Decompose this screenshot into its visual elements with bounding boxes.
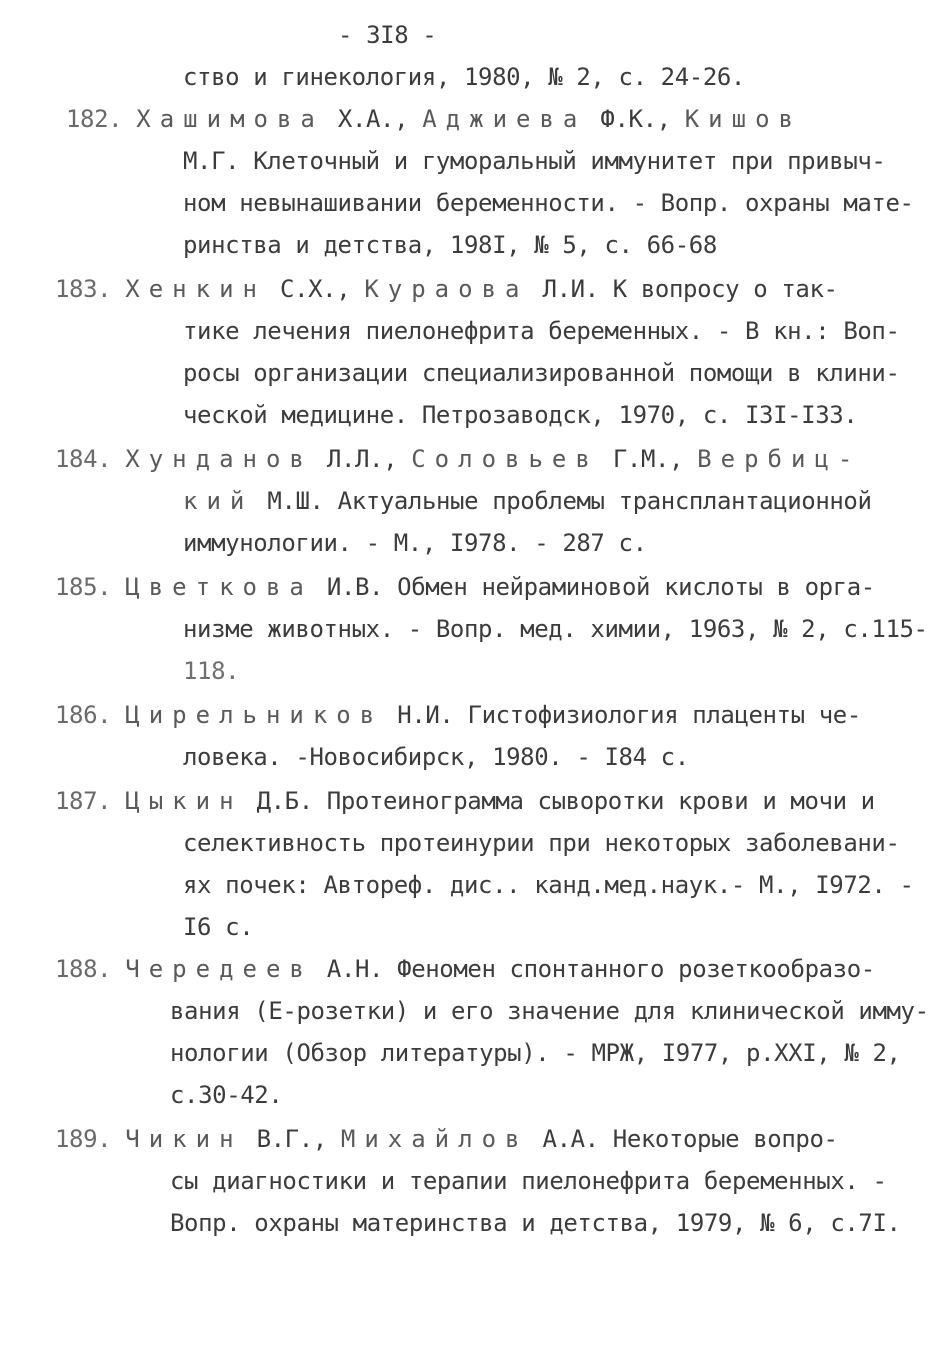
entry-number: 186. — [55, 701, 112, 729]
author-initials: Л.Л., — [312, 445, 412, 473]
author-name: Хенкин — [125, 275, 266, 303]
author-initials: Ф.К., — [586, 105, 685, 133]
author-name: Соловьев — [411, 445, 599, 473]
entry-187-first-line — [55, 786, 875, 816]
author-name: Чередеев — [125, 955, 313, 983]
page-number: - 3I8 - — [338, 21, 437, 49]
entry-text: Н.И. Гистофизиология плаценты че- — [383, 701, 861, 729]
author-name: Хунданов — [125, 445, 313, 473]
author-name: Кураова — [364, 275, 529, 303]
entry-188-first-line — [55, 954, 875, 984]
author-name: Аджиева — [422, 105, 587, 133]
entry-line: I6 с. — [183, 913, 254, 941]
entry-number: 184. — [55, 445, 112, 473]
author-name: кий — [183, 487, 254, 515]
entry-182-first-line — [66, 104, 802, 134]
entry-line: селективность протеинурии при некоторых заболевани- — [183, 829, 900, 857]
entry-text: А.Н. Феномен спонтанного розеткообразо- — [312, 955, 875, 983]
entry-text: Д.Б. Протеинограмма сыворотки крови и мочи и — [242, 787, 875, 815]
entry-line: Вопр. охраны материнства и детства, 1979, № 6, с.7I. — [170, 1209, 901, 1237]
author-name: Вербиц- — [697, 445, 862, 473]
entry-189-first-line — [55, 1124, 838, 1154]
author-name: Михайлов — [340, 1125, 529, 1153]
author-name: Чикин — [125, 1125, 243, 1153]
author-name: Цирельников — [125, 701, 384, 729]
entry-184-first-line — [55, 444, 861, 474]
entry-number: 187. — [55, 787, 112, 815]
author-name: Кишов — [684, 105, 802, 133]
entry-line: сы диагностики и терапии пиелонефрита беременных. - — [170, 1167, 887, 1195]
entry-number: 185. — [55, 573, 112, 601]
entry-line: ринства и детства, 198I, № 5, с. 66-68 — [183, 231, 717, 259]
entry-line: М.Г. Клеточный и гуморальный иммунитет при привыч- — [183, 147, 886, 175]
author-initials: Г.М., — [598, 445, 698, 473]
entry-number: 182. — [66, 105, 123, 133]
entry-185-first-line — [55, 572, 875, 602]
entry-text: Л.И. К вопросу о так- — [528, 275, 838, 303]
entry-line: ях почек: Автореф. дис.. канд.мед.наук.- М., I972. - — [183, 871, 914, 899]
entry-186-first-line — [55, 700, 861, 730]
author-initials: Х.А., — [323, 105, 423, 133]
author-name: Цыкин — [125, 787, 243, 815]
entry-number: 188. — [55, 955, 112, 983]
entry-line: ческой медицине. Петрозаводск, 1970, с. I3I-I33. — [183, 401, 858, 429]
entry-183-first-line — [55, 274, 838, 304]
entry-text: И.В. Обмен нейраминовой кислоты в орга- — [312, 573, 875, 601]
entry-line — [183, 486, 872, 516]
entry-line: вания (Е-розетки) и его значение для клинической имму- — [170, 997, 929, 1025]
entry-number: 189. — [55, 1125, 112, 1153]
entry-line: ном невынашивании беременности. - Вопр. охраны мате- — [183, 189, 914, 217]
author-name: Хашимова — [136, 105, 324, 133]
entry-number: 183. — [55, 275, 112, 303]
author-name: Цветкова — [125, 573, 313, 601]
entry-line: тике лечения пиелонефрита беременных. - В кн.: Воп- — [183, 317, 900, 345]
entry-text: М.Ш. Актуальные проблемы трансплантационной — [253, 487, 872, 515]
entry-text: А.А. Некоторые вопро- — [528, 1125, 838, 1153]
entry-line: ловека. -Новосибирск, 1980. - I84 с. — [183, 743, 689, 771]
entry-line: нологии (Обзор литературы). - МРЖ, I977, р.XXI, № 2, — [170, 1039, 901, 1067]
entry-line: 118. — [183, 657, 240, 685]
entry-line: росы организации специализированной помощи в клини- — [183, 359, 900, 387]
author-initials: В.Г., — [242, 1125, 341, 1153]
entry-line: низме животных. - Вопр. мед. химии, 1963, № 2, с.115- — [183, 615, 928, 643]
author-initials: С.Х., — [265, 275, 365, 303]
entry-line: иммунологии. - М., I978. - 287 с. — [183, 529, 647, 557]
continuation-line: ство и гинекология, 1980, № 2, с. 24-26. — [183, 63, 745, 91]
entry-line: с.30-42. — [170, 1081, 283, 1109]
